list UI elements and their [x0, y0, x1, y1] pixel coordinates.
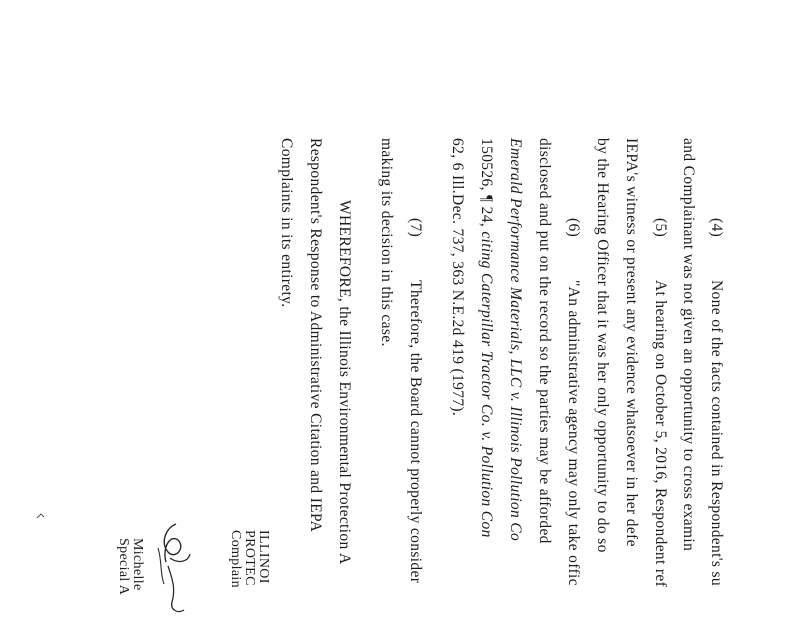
paragraph-4-number: (4) [708, 218, 725, 238]
citation-pinpoint: 150526, ¶ 24, [478, 138, 495, 228]
signature-agency-line-3: Complain [228, 530, 243, 589]
signature-agency-line-1: ILLINOI [256, 530, 271, 584]
paragraph-6-line-1: "An administrative agency may only take offic [565, 280, 582, 586]
handwritten-signature [148, 518, 196, 618]
paragraph-6-line-4 [479, 138, 495, 538]
caterpillar-case-name: Caterpillar Tractor Co. v. Pollution Con [478, 272, 495, 538]
paragraph-5-line-2: IEPA's witness or present any evidence whatsoever in her defe [623, 138, 640, 547]
wherefore-line-2: Respondent's Response to Administrative Citation and IEPA [307, 138, 324, 533]
paragraph-5-line-3: by the Hearing Officer that it was her only opportunity to do so [594, 138, 611, 553]
paragraph-4-line-2: and Complainant was not given an opportunity to cross examin [680, 138, 697, 552]
wherefore-line-1: WHEREFORE, the Illinois Environmental Protection A [336, 200, 353, 565]
scan-speck [36, 512, 46, 520]
signer-title: Special A [116, 538, 131, 596]
paragraph-6-number: (6) [565, 218, 582, 238]
paragraph-6-line-2: disclosed and put on the record so the parties may be afforded [536, 138, 553, 544]
paragraph-6-line-5: 62, 6 Ill.Dec. 737, 363 N.E.2d 419 (1977). [449, 138, 466, 417]
paragraph-4-line-1: None of the facts contained in Respondent's su [708, 280, 725, 587]
signature-agency-line-2: PROTEC [242, 530, 257, 586]
paragraph-5-number: (5) [652, 218, 669, 238]
paragraph-7-line-2: making its decision in this case. [378, 138, 395, 347]
paragraph-7-line-1: Therefore, the Board cannot properly consider [407, 280, 424, 584]
paragraph-7-number: (7) [407, 218, 424, 238]
signer-name: Michelle [130, 538, 145, 591]
paragraph-6-case-citation: Emerald Performance Materials, LLC v. Illinois Pollution Co [507, 138, 524, 542]
citing-signal: citing [478, 231, 495, 269]
wherefore-line-3: Complaints in its entirety. [278, 138, 295, 308]
paragraph-5-line-1: At hearing on October 5, 2016, Respondent ref [652, 280, 669, 588]
